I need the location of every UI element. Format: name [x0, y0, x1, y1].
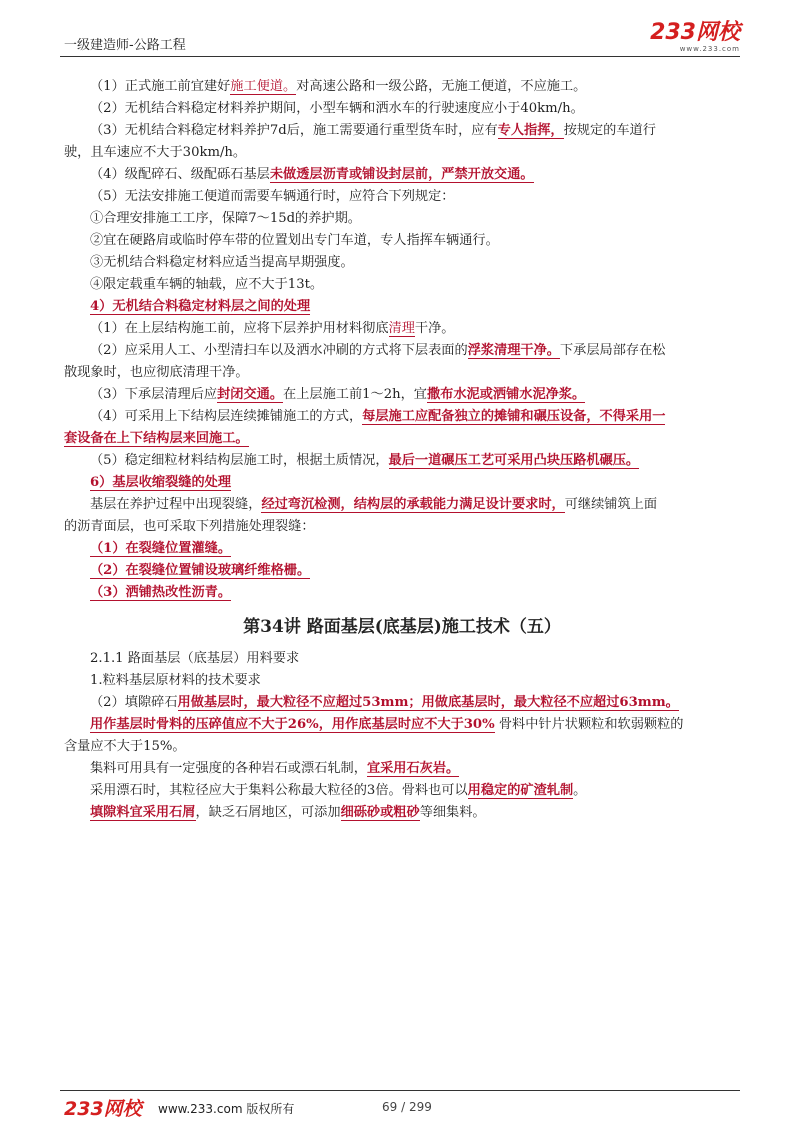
- header-title: 一级建造师-公路工程: [64, 38, 186, 53]
- paragraph: 2.1.1 路面基层（底基层）用料要求: [90, 651, 300, 666]
- paragraph: （2）填隙碎石用做基层时，最大粒径不应超过53mm；用做底基层时，最大粒径不应超过63mm。: [90, 695, 679, 710]
- paragraph: ④限定载重车辆的轴载，应不大于13t。: [90, 277, 324, 292]
- paragraph: （3）下承层清理后应封闭交通。在上层施工前1～2h，宜撒布水泥或洒铺水泥净浆。: [90, 387, 586, 402]
- paragraph: ②宜在硬路肩或临时停车带的位置划出专门车道，专人指挥车辆通行。: [90, 233, 499, 248]
- paragraph: （4）级配碎石、级配砾石基层未做透层沥青或铺设封层前，严禁开放交通。: [90, 167, 534, 182]
- paragraph: （1）正式施工前宜建好施工便道。对高速公路和一级公路，无施工便道，不应施工。: [90, 79, 587, 94]
- paragraph: （5）稳定细粒材料结构层施工时，根据土质情况，最后一道碾压工艺可采用凸块压路机碾压。: [90, 453, 640, 468]
- paragraph: 集料可用具有一定强度的各种岩石或漂石轧制，宜采用石灰岩。: [90, 761, 460, 776]
- footer-divider: [60, 1090, 740, 1091]
- brand-logo: [650, 22, 740, 53]
- paragraph: 含量应不大于15%。: [64, 739, 186, 754]
- list-item: （2）在裂缝位置铺设玻璃纤维格栅。: [90, 563, 311, 578]
- paragraph: ③无机结合料稳定材料应适当提高早期强度。: [90, 255, 354, 270]
- paragraph: 散现象时，也应彻底清理干净。: [64, 365, 249, 380]
- list-item: （3）洒铺热改性沥青。: [90, 585, 232, 600]
- paragraph: 套设备在上下结构层来回施工。: [64, 431, 249, 446]
- header-divider: [60, 56, 740, 57]
- list-item: （1）在裂缝位置灌缝。: [90, 541, 232, 556]
- paragraph: 采用漂石时，其粒径应大于集料公称最大粒径的3倍。骨料也可以用稳定的矿渣轧制。: [90, 783, 587, 798]
- chapter-title: 第34讲 路面基层(底基层)施工技术（五）: [243, 617, 561, 637]
- paragraph: 1.粒料基层原材料的技术要求: [90, 673, 261, 688]
- page-number: 69 / 299: [382, 1100, 432, 1114]
- paragraph: （1）在上层结构施工前，应将下层养护用材料彻底清理干净。: [90, 321, 455, 336]
- section-heading: 4）无机结合料稳定材料层之间的处理: [90, 299, 311, 314]
- document-body: [64, 76, 740, 824]
- footer-copyright: www.233.com 版权所有: [158, 1102, 295, 1116]
- paragraph: （2）应采用人工、小型清扫车以及洒水冲刷的方式将下层表面的浮浆清理干净。下承层局部存在松: [90, 343, 666, 358]
- paragraph: （3）无机结合料稳定材料养护7d后，施工需要通行重型货车时，应有专人指挥，按规定的车道行: [90, 123, 656, 138]
- paragraph: （2）无机结合料稳定材料养护期间，小型车辆和洒水车的行驶速度应小于40km/h。: [90, 101, 584, 116]
- paragraph: 填隙料宜采用石屑，缺乏石屑地区，可添加细砾砂或粗砂等细集料。: [90, 805, 486, 820]
- paragraph: ①合理安排施工工序，保障7～15d的养护期。: [90, 211, 361, 226]
- paragraph: 用作基层时骨料的压碎值应不大于26%，用作底基层时应不大于30% 骨料中针片状颗粒和软弱颗粒的: [90, 717, 684, 732]
- logo-subtext: www.233.com: [679, 45, 740, 53]
- section-heading: 6）基层收缩裂缝的处理: [90, 475, 232, 490]
- logo-text: 233网校: [650, 20, 740, 45]
- paragraph: 基层在养护过程中出现裂缝，经过弯沉检测，结构层的承载能力满足设计要求时，可继续铺筑上面: [90, 497, 658, 512]
- footer-logo: 233网校: [64, 1098, 142, 1120]
- paragraph: （4）可采用上下结构层连续摊铺施工的方式，每层施工应配备独立的摊铺和碾压设备，不得采用一: [90, 409, 666, 424]
- paragraph: 驶，且车速应不大于30km/h。: [64, 145, 247, 160]
- paragraph: 的沥青面层，也可采取下列措施处理裂缝：: [64, 519, 315, 534]
- paragraph: （5）无法安排施工便道而需要车辆通行时，应符合下列规定：: [90, 189, 455, 204]
